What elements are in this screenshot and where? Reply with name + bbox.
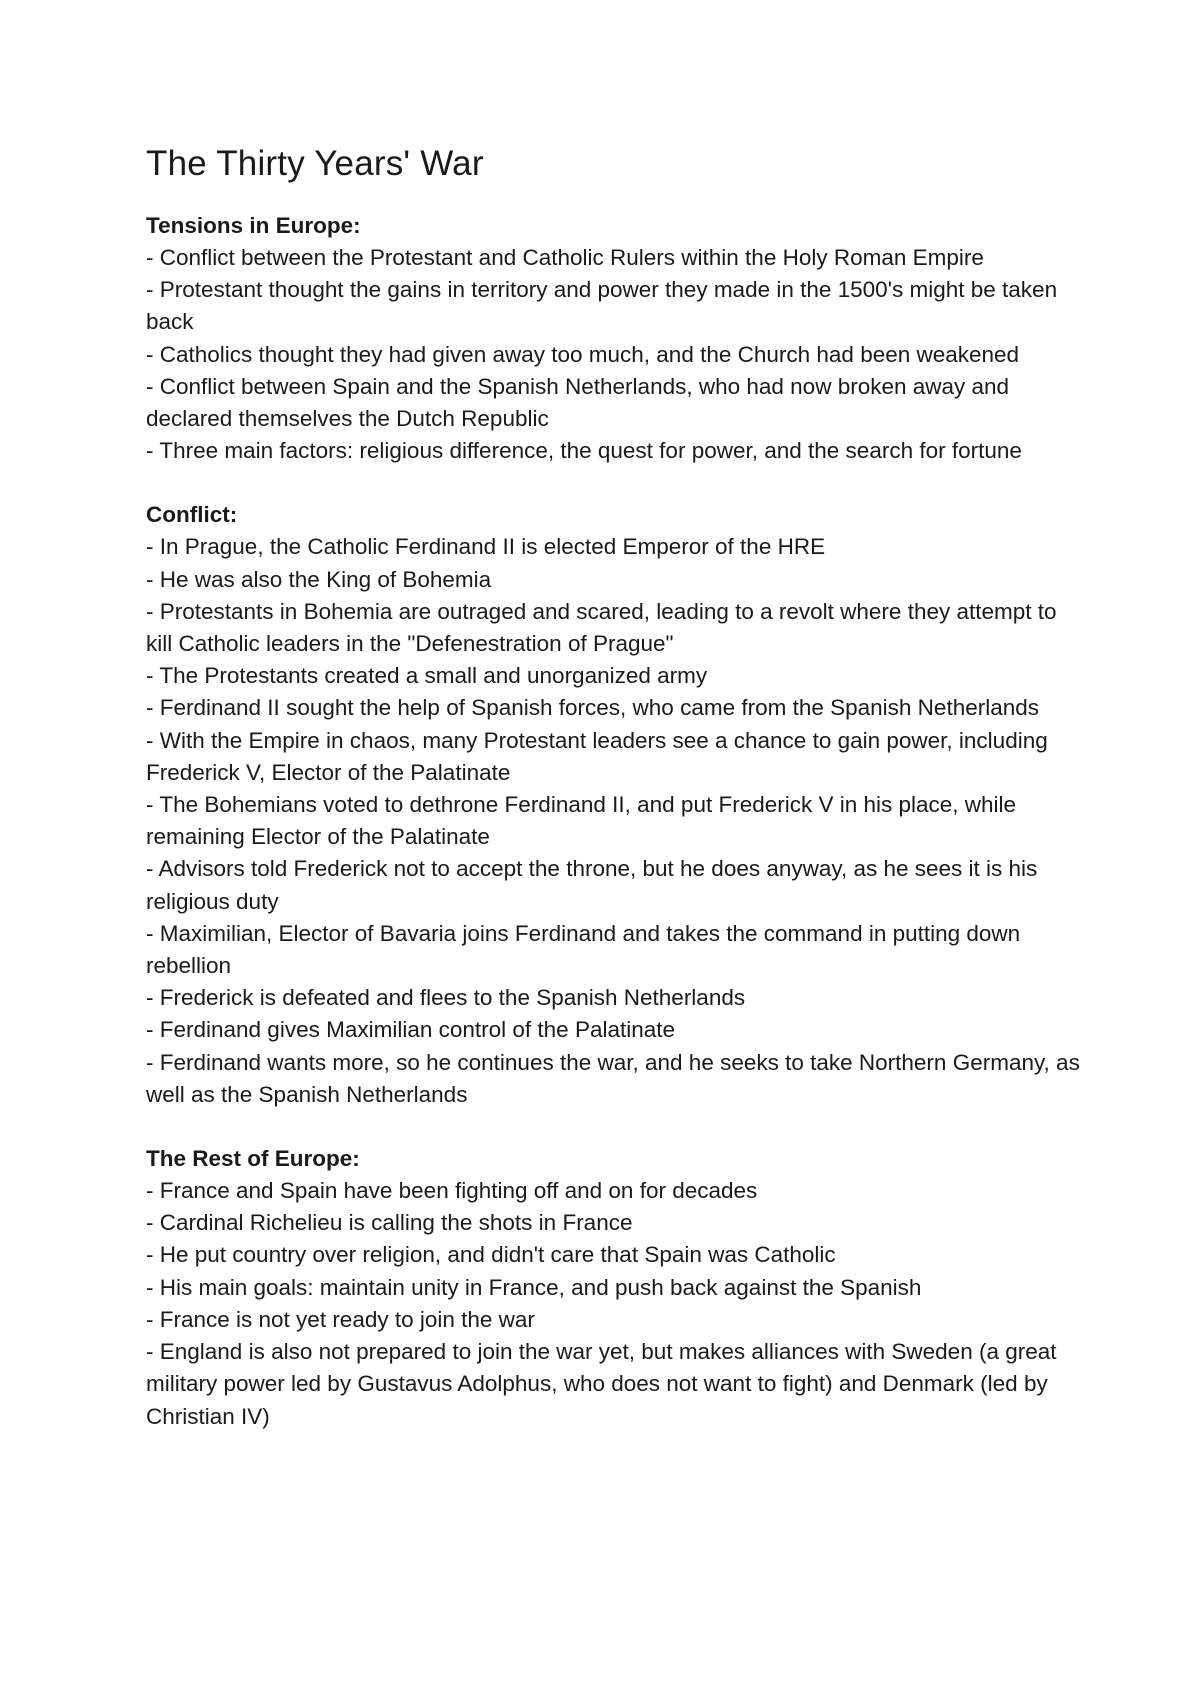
section-conflict <box>146 499 1086 1111</box>
document-title: The Thirty Years' War <box>146 144 484 183</box>
list-item: - Frederick is defeated and flees to the Spanish Netherlands <box>146 985 746 1011</box>
list-item: - France and Spain have been fighting off and on for decades <box>146 1178 758 1204</box>
section-heading: Tensions in Europe: <box>146 213 361 238</box>
list-item: - He was also the King of Bohemia <box>146 566 492 592</box>
list-item: - Conflict between the Protestant and Catholic Rulers within the Holy Roman Empire <box>146 245 984 270</box>
list-item: - The Protestants created a small and unorganized army <box>146 663 708 689</box>
list-item: - His main goals: maintain unity in France, and push back against the Spanish <box>146 1274 922 1300</box>
list-item: - Cardinal Richelieu is calling the shots in France <box>146 1210 633 1236</box>
list-item: - With the Empire in chaos, many Protestant leaders see a chance to gain power, including Frederick V, Elector of the Palatinate <box>146 727 1048 785</box>
list-item: - The Bohemians voted to dethrone Ferdinand II, and put Frederick V in his place, while remaining Elector of the Palatinate <box>146 792 1017 850</box>
list-item: - France is not yet ready to join the war <box>146 1306 535 1332</box>
list-item: - Three main factors: religious difference, the quest for power, and the search for fortune <box>146 438 1022 464</box>
bullet-list <box>146 531 1086 1111</box>
bullet-list <box>146 1175 1086 1433</box>
list-item: - In Prague, the Catholic Ferdinand II is elected Emperor of the HRE <box>146 534 826 560</box>
list-item: - Ferdinand gives Maximilian control of the Palatinate <box>146 1017 676 1043</box>
list-item: - Ferdinand II sought the help of Spanish forces, who came from the Spanish Netherlands <box>146 695 1040 721</box>
section-rest-of-europe <box>146 1143 1086 1433</box>
section-tensions-in-europe <box>146 210 1086 467</box>
list-item: - Ferdinand wants more, so he continues the war, and he seeks to take Northern Germany, as well as the Spanish Netherlands <box>146 1049 1080 1107</box>
list-item: - England is also not prepared to join the war yet, but makes alliances with Sweden (a great military power led by Gustavus Adolphus, who does not want to fight) and Denmark (led by Christian IV) <box>146 1339 1057 1429</box>
list-item: - Advisors told Frederick not to accept the throne, but he does anyway, as he sees it is his religious duty <box>146 856 1038 914</box>
bullet-list <box>146 242 1086 467</box>
list-item: - Maximilian, Elector of Bavaria joins Ferdinand and takes the command in putting down rebellion <box>146 920 1021 979</box>
list-item: - Conflict between Spain and the Spanish Netherlands, who had now broken away and declared themselves the Dutch Republic <box>146 373 1010 432</box>
section-heading: Conflict: <box>146 502 238 528</box>
section-heading: The Rest of Europe: <box>146 1146 360 1172</box>
list-item: - He put country over religion, and didn't care that Spain was Catholic <box>146 1242 836 1268</box>
document-page <box>146 140 1086 1465</box>
list-item: - Catholics thought they had given away too much, and the Church had been weakened <box>146 341 1020 367</box>
list-item: - Protestants in Bohemia are outraged and scared, leading to a revolt where they attempt to kill Catholic leaders in the "Defenestration of Prague" <box>146 598 1057 657</box>
list-item: - Protestant thought the gains in territory and power they made in the 1500's might be taken back <box>146 277 1058 335</box>
